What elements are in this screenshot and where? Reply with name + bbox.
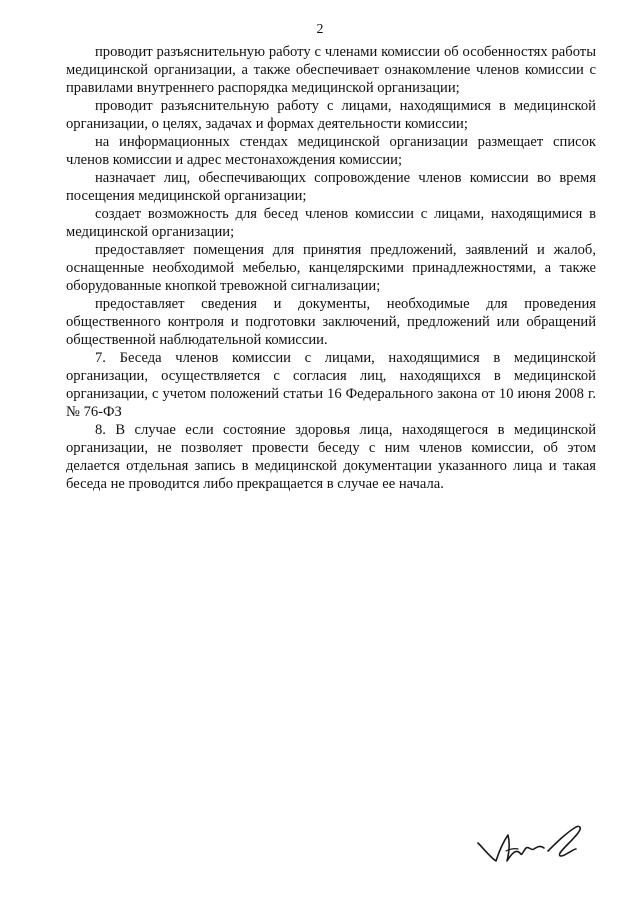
paragraph-explain-to-members: проводит разъяснительную работу с членами комиссии об особенностях работы медицинской организации, а также обеспечивает ознакомление членов комиссии с правилами внутреннего распорядка медицинской организации; [66,44,596,96]
paragraph-provide-documents: предоставляет сведения и документы, необходимые для проведения общественного контроля и подготовки заключений, предложений или обращений общественной наблюдательной комиссии. [66,296,596,348]
paragraph-info-stands: на информационных стендах медицинской организации размещает список членов комиссии и адрес местонахождения комиссии; [66,134,596,168]
paragraph-item-8: 8. В случае если состояние здоровья лица, находящегося в медицинской организации, не позволяет провести беседу с ним членов комиссии, об этом делается отдельная запись в медицинской документации указанного лица и такая беседа не проводится либо прекращается в случае ее начала. [66,422,596,492]
handwritten-signature [476,815,606,875]
document-body [66,43,596,493]
paragraph-item-7: 7. Беседа членов комиссии с лицами, находящимися в медицинской организации, осуществляется с согласия лиц, находящихся в медицинской организации, с учетом положений статьи 16 Федерального закона от 10 июня 2008 г. № 76-ФЗ [66,350,596,420]
paragraph-provide-premises: предоставляет помещения для принятия предложений, заявлений и жалоб, оснащенные необходимой мебелью, канцелярскими принадлежностями, а также оборудованные кнопкой тревожной сигнализации; [66,242,596,294]
paragraph-assign-escorts: назначает лиц, обеспечивающих сопровождение членов комиссии во время посещения медицинской организации; [66,170,596,204]
paragraph-explain-to-persons: проводит разъяснительную работу с лицами, находящимися в медицинской организации, о целях, задачах и формах деятельности комиссии; [66,98,596,132]
page-number: 2 [316,22,324,37]
paragraph-enable-conversations: создает возможность для бесед членов комиссии с лицами, находящимися в медицинской организации; [66,206,596,240]
